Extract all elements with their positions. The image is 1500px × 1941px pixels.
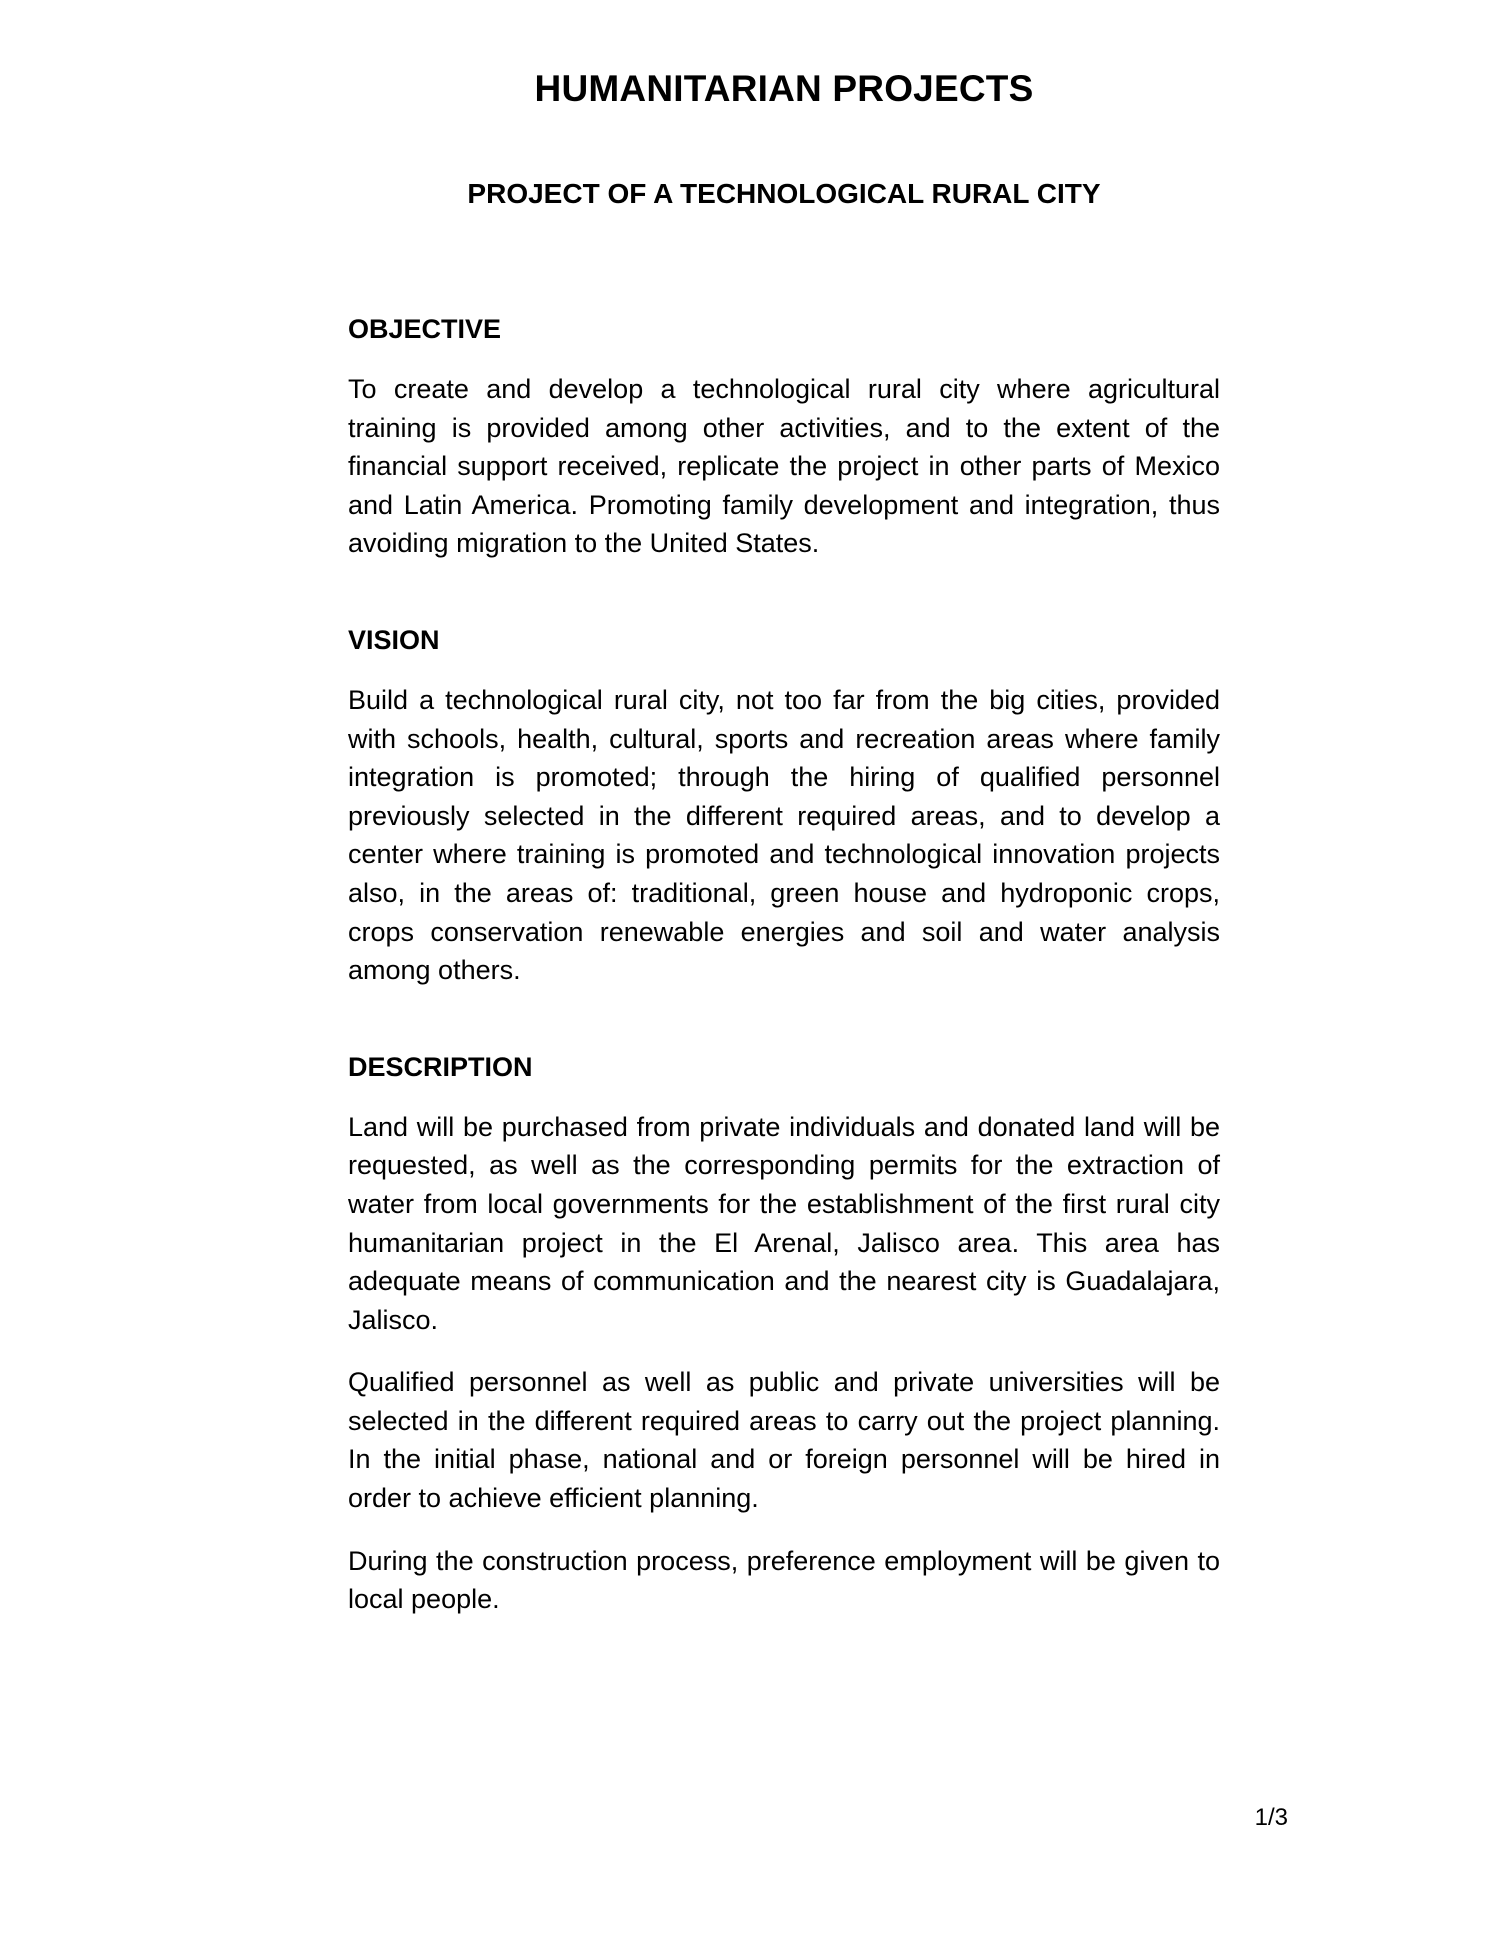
objective-paragraph: To create and develop a technological rural city where agricultural training is provided among other activities, and to the extent of the financial support received, replicate the project in other parts of Mexico and Latin America. Promoting family development and integration, thus avoiding migration to the United States. [348,374,1220,559]
document-title: HUMANITARIAN PROJECTS [534,68,1034,109]
section-heading-objective: OBJECTIVE [348,314,502,344]
section-objective [348,312,1220,563]
section-heading-vision: VISION [348,624,440,655]
vision-paragraph: Build a technological rural city, not too far from the big cities, provided with schools, health, cultural, sports and recreation areas where family integration is promoted; through the hiring of qualified personnel previously selected in the different required areas, and to develop a center where training is promoted and technological innovation projects also, in the areas of: traditional, green house and hydroponic crops, crops conservation renewable energies and soil and water analysis among others. [348,684,1220,986]
description-paragraph-1: Land will be purchased from private individuals and donated land will be requested, as well as the corresponding permits for the extraction of water from local governments for the establishment of the first rural city humanitarian project in the El Arenal, Jalisco area. This area has adequate means of communication and the nearest city is Guadalajara, Jalisco. [348,1111,1220,1335]
section-vision [348,623,1220,990]
description-paragraph-2: Qualified personnel as well as public and private universities will be selected in the different required areas to carry out the project planning. In the initial phase, national and or foreign personnel will be hired in order to achieve efficient planning. [348,1367,1220,1514]
document-body [348,312,1220,1679]
page-number: 1/3 [1254,1804,1288,1831]
section-description [348,1050,1220,1619]
document-subtitle: PROJECT OF A TECHNOLOGICAL RURAL CITY [467,178,1101,209]
section-heading-description: DESCRIPTION [348,1051,533,1082]
description-paragraph-3: During the construction process, preference employment will be given to local people. [348,1545,1220,1615]
